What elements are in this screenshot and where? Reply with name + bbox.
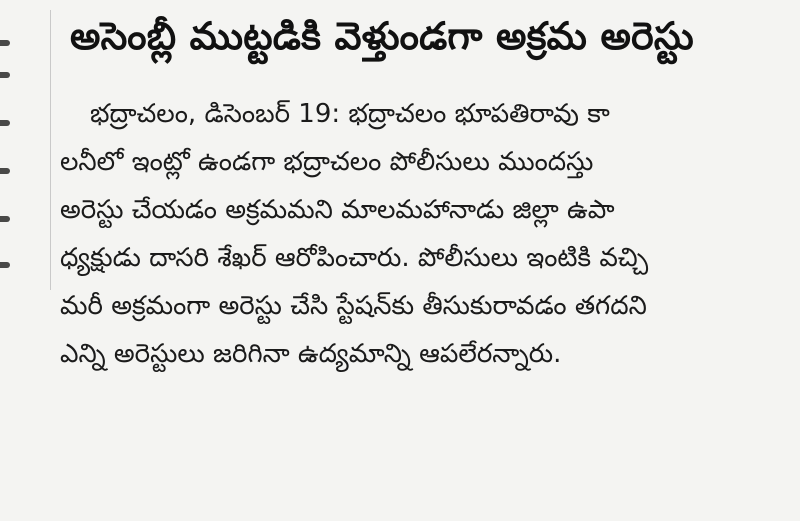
edge-mark (0, 262, 10, 268)
article-line: ఎన్ని అరెస్టులు జరిగినా ఉద్యమాన్ని ఆపలేరన్నారు. (60, 339, 562, 369)
adjacent-column-edge (0, 0, 22, 300)
edge-mark (0, 168, 10, 174)
article-line: మరీ అక్రమంగా అరెస్టు చేసి స్టేషన్‌కు తీసుకురావడం తగదని (60, 291, 647, 321)
article-line: లనీలో ఇంట్లో ఉండగా భద్రాచలం పోలీసులు ముందస్తు (60, 147, 594, 177)
edge-mark (0, 72, 10, 78)
article-body (60, 90, 800, 378)
article-line: భద్రాచలం, డిసెంబర్ 19: భద్రాచలం భూపతిరావు కా (90, 99, 610, 129)
article-headline: అసెంబ్లీ ముట్టడికి వెళ్తుండగా అక్రమ అరెస్టు (70, 14, 694, 58)
column-divider (50, 10, 51, 290)
edge-mark (0, 120, 10, 126)
edge-mark (0, 40, 10, 46)
article-line: అరెస్టు చేయడం అక్రమమని మాలమహానాడు జిల్లా ఉపా (60, 195, 615, 225)
article-line: ధ్యక్షుడు దాసరి శేఖర్ ఆరోపించారు. పోలీసులు ఇంటికి వచ్చి (60, 243, 649, 273)
edge-mark (0, 216, 10, 222)
